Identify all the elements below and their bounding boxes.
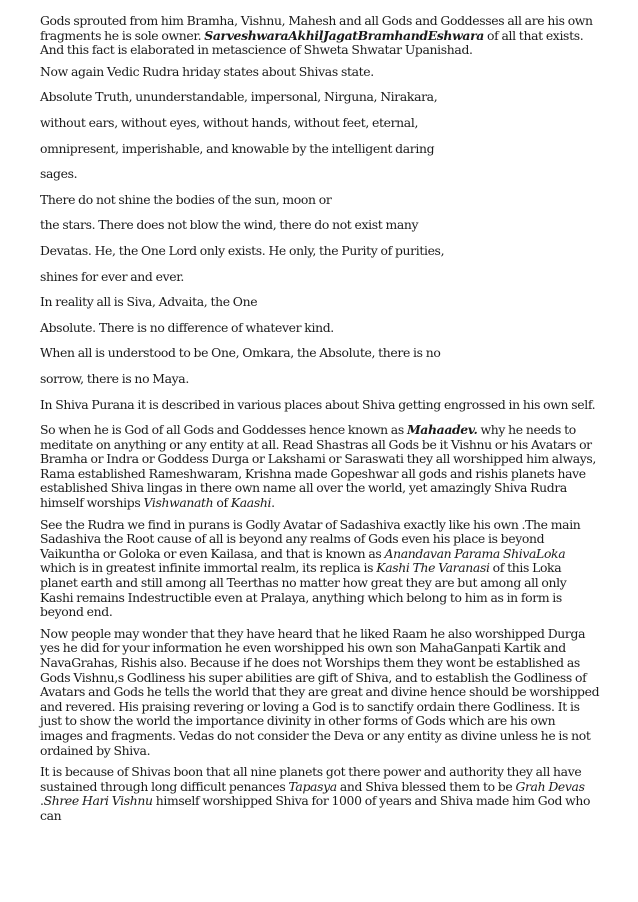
text-run: without ears, without eyes, without hands, without feet, eternal,	[40, 114, 419, 130]
bold-italic-term: Mahaadev.	[406, 422, 478, 438]
document-page	[40, 14, 600, 831]
body-paragraph	[40, 518, 600, 620]
body-paragraph	[40, 14, 600, 58]
verse-line	[40, 167, 600, 182]
italic-term: Shree Hari Vishnu	[43, 793, 153, 809]
verse-line	[40, 321, 600, 336]
body-paragraph	[40, 765, 600, 823]
text-run: See the Rudra we find in purans is Godly Avatar of Sadashiva exactly like his own .The main Sadashiva the Root cause of all is beyond any realms of Gods even his place is beyond Vaikuntha or Goloka or even Kailasa, and that is known as	[40, 516, 581, 561]
verse-line	[40, 244, 600, 259]
text-run: shines for ever and ever.	[40, 268, 184, 284]
body-paragraph	[40, 627, 600, 758]
text-run: sages.	[40, 166, 78, 182]
text-run: Now again Vedic Rudra hriday states about Shivas state.	[40, 63, 374, 79]
text-run: why he needs to meditate on anything or any entity at all. Read Shastras all Gods be it Vishnu or his Avatars or Bramha or Indra or Goddess Durga or Lakshami or Saraswati they all worshipped him always, Rama established Rameshwaram, Krishna made Gopeshwar all gods and rishis planets have established Shiva lingas in there own name all over the world, yet amazingly Shiva Rudra himself worships	[40, 422, 596, 511]
verse-line	[40, 295, 600, 310]
text-run: and Shiva blessed them to be	[336, 778, 516, 794]
text-run: Absolute Truth, ununderstandable, impersonal, Nirguna, Nirakara,	[40, 89, 438, 105]
verse-line	[40, 193, 600, 208]
text-run: omnipresent, imperishable, and knowable by the intelligent daring	[40, 140, 435, 156]
text-run: There do not shine the bodies of the sun, moon or	[40, 191, 332, 207]
italic-term: Vishwanath	[143, 495, 214, 511]
italic-term: Kashi The Varanasi	[376, 560, 490, 576]
text-run: It is because of Shivas boon that all nine planets got there power and authority they all have sustained through long difficult penances	[40, 764, 582, 794]
verse-line	[40, 90, 600, 105]
text-run: Devatas. He, the One Lord only exists. He only, the Purity of purities,	[40, 242, 445, 258]
text-run: .	[40, 793, 44, 809]
text-run: When all is understood to be One, Omkara, the Absolute, there is no	[40, 345, 441, 361]
text-run: of all that exists. And this fact is elaborated in metascience of Shweta Shwatar Upanishad.	[40, 27, 584, 58]
verse-line	[40, 346, 600, 361]
verse-line	[40, 372, 600, 387]
text-run: sorrow, there is no Maya.	[40, 370, 189, 386]
verse-line	[40, 142, 600, 157]
text-run: So when he is God of all Gods and Goddesses hence known as	[40, 422, 407, 438]
italic-term: Grah Devas	[515, 778, 585, 794]
text-run: Now people may wonder that they have heard that he liked Raam he also worshipped Durga yes he did for your information he even worshipped his own son MahaGanpati Kartik and NavaGrahas, Rishis also. Because if he does not Worships them they wont be established as Gods Vishnu,s Godliness his super abilities are gift of Shiva, and to establish the Godliness of Avatars and Gods he tells the world that they are great and divine hence should be worshipped and revered. His praising revering or loving a God is to sanctify ordain there Godliness. It is just to show the world the importance divinity in other forms of Gods which are his own images and fragments. Vedas do not consider the Deva or any entity as divine unless he is not ordained by Shiva.	[40, 625, 600, 758]
text-run: which is in greatest infinite immortal realm, its replica is	[40, 560, 377, 576]
verse-line	[40, 218, 600, 233]
text-run: In reality all is Siva, Advaita, the One	[40, 294, 258, 310]
italic-term: Tapasya	[288, 778, 337, 794]
text-run: the stars. There does not blow the wind, there do not exist many	[40, 217, 419, 233]
italic-term: Anandavan Parama ShivaLoka	[384, 545, 566, 561]
verse-line	[40, 65, 600, 80]
text-run: of this Loka planet earth and still among all Teerthas no matter how great they are but among all only Kashi remains Indestructible even at Pralaya, anything which belong to him as in form is beyond end.	[40, 560, 567, 620]
text-run: Gods sprouted from him Bramha, Vishnu, Mahesh and all Gods and Goddesses all are his own fragments he is sole owner.	[40, 13, 593, 43]
text-run: In Shiva Purana it is described in various places about Shiva getting engrossed in his own self.	[40, 396, 596, 412]
verse-line	[40, 270, 600, 285]
text-run: .	[271, 495, 275, 511]
bold-italic-term: SarveshwaraAkhilJagatBramhandEshwara	[204, 27, 484, 43]
text-run: himself worshipped Shiva for 1000 of years and Shiva made him God who can	[40, 793, 591, 823]
text-run: Absolute. There is no difference of whatever kind.	[40, 319, 334, 335]
italic-term: Kaashi	[230, 495, 272, 511]
text-run: of	[213, 495, 231, 511]
body-paragraph	[40, 423, 600, 511]
verse-line	[40, 116, 600, 131]
verse-line	[40, 398, 600, 413]
